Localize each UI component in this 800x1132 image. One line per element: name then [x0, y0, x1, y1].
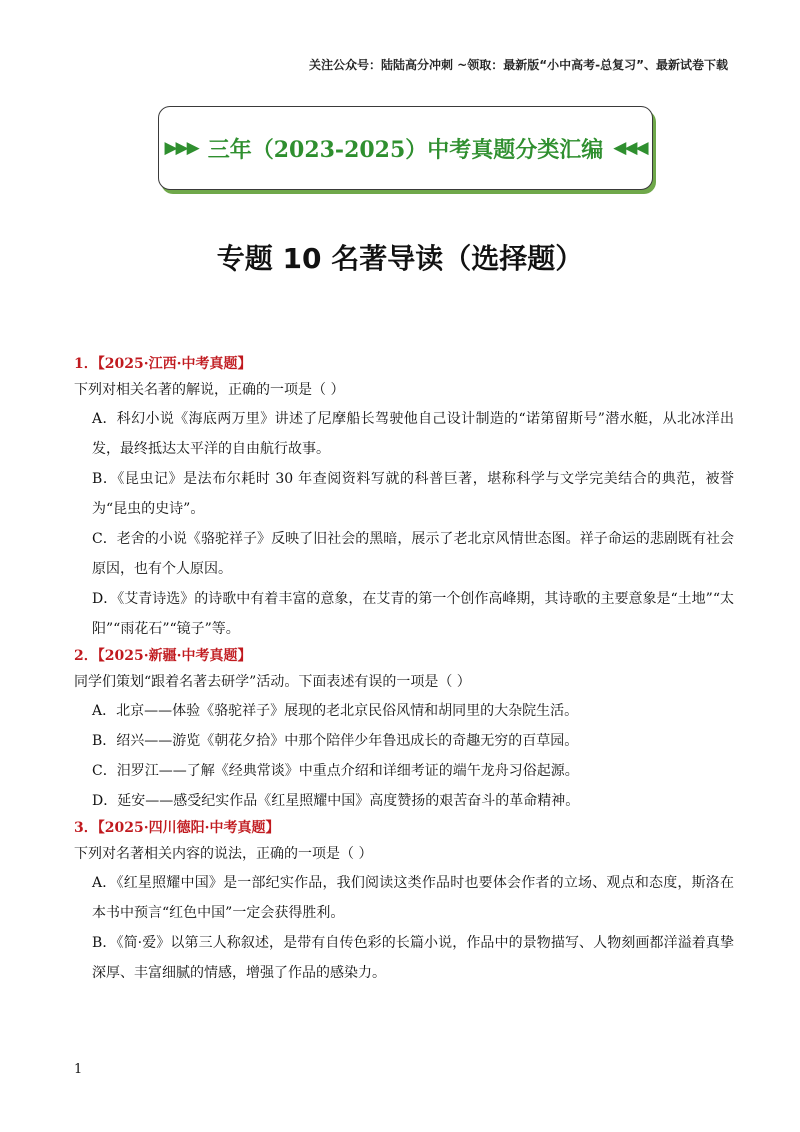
- question-stem: 下列对相关名著的解说，正确的一项是（ ）: [74, 382, 345, 398]
- question-list: [74, 352, 734, 988]
- question-source: 3．【2025·四川德阳·中考真题】: [74, 820, 280, 836]
- option-a: A．北京——体验《骆驼祥子》展现的老北京民俗风情和胡同里的大杂院生活。: [92, 703, 579, 719]
- option-b: B．《昆虫记》是法布尔耗时 30 年查阅资料写就的科普巨著，堪称科学与文学完美结合的典范，被誉为“昆虫的史诗”。: [92, 471, 734, 517]
- option-d: D．《艾青诗选》的诗歌中有着丰富的意象，在艾青的第一个创作高峰期，其诗歌的主要意象是“土地”“太阳”“雨花石”“镜子”等。: [92, 591, 734, 637]
- question-source: 1．【2025·江西·中考真题】: [74, 356, 252, 372]
- option-a: A．《红星照耀中国》是一部纪实作品，我们阅读这类作品时也要体会作者的立场、观点和态度，斯洛在本书中预言“红色中国”一定会获得胜利。: [92, 875, 734, 921]
- option-b: B．《简·爱》以第三人称叙述，是带有自传色彩的长篇小说，作品中的景物描写、人物刻画都洋溢着真挚深厚、丰富细腻的情感，增强了作品的感染力。: [92, 935, 734, 981]
- question-2: [74, 644, 734, 816]
- question-1: [74, 352, 734, 644]
- option-c: C．老舍的小说《骆驼祥子》反映了旧社会的黑暗，展示了老北京风情世态图。祥子命运的悲剧既有社会原因，也有个人原因。: [92, 531, 734, 577]
- question-source: 2．【2025·新疆·中考真题】: [74, 648, 252, 664]
- option-a: A．科幻小说《海底两万里》讲述了尼摩船长驾驶他自己设计制造的“诺第留斯号”潜水艇，从北冰洋出发，最终抵达太平洋的自由航行故事。: [92, 411, 734, 457]
- left-arrows-icon: ◀◀◀: [613, 138, 647, 158]
- document-title: 专题 10 名著导读（选择题）: [216, 242, 584, 275]
- page-number: 1: [74, 1062, 83, 1077]
- option-b: B．绍兴——游览《朝花夕拾》中那个陪伴少年鲁迅成长的奇趣无穷的百草园。: [92, 733, 579, 749]
- banner-title: 三年（2023-2025）中考真题分类汇编: [207, 136, 604, 163]
- series-banner: [158, 106, 653, 190]
- question-3: [74, 816, 734, 988]
- question-stem: 下列对名著相关内容的说法，正确的一项是（ ）: [74, 846, 373, 862]
- option-c: C．汨罗江——了解《经典常谈》中重点介绍和详细考证的端午龙舟习俗起源。: [92, 763, 579, 779]
- option-d: D．延安——感受纪实作品《红星照耀中国》高度赞扬的艰苦奋斗的革命精神。: [92, 793, 580, 809]
- right-arrows-icon: ▶▶▶: [164, 138, 198, 158]
- header-note: 关注公众号：陆陆高分冲刺 ~领取：最新版“小中高考-总复习”、最新试卷下载: [309, 58, 728, 72]
- question-stem: 同学们策划“跟着名著去研学”活动。下面表述有误的一项是（ ）: [74, 674, 471, 690]
